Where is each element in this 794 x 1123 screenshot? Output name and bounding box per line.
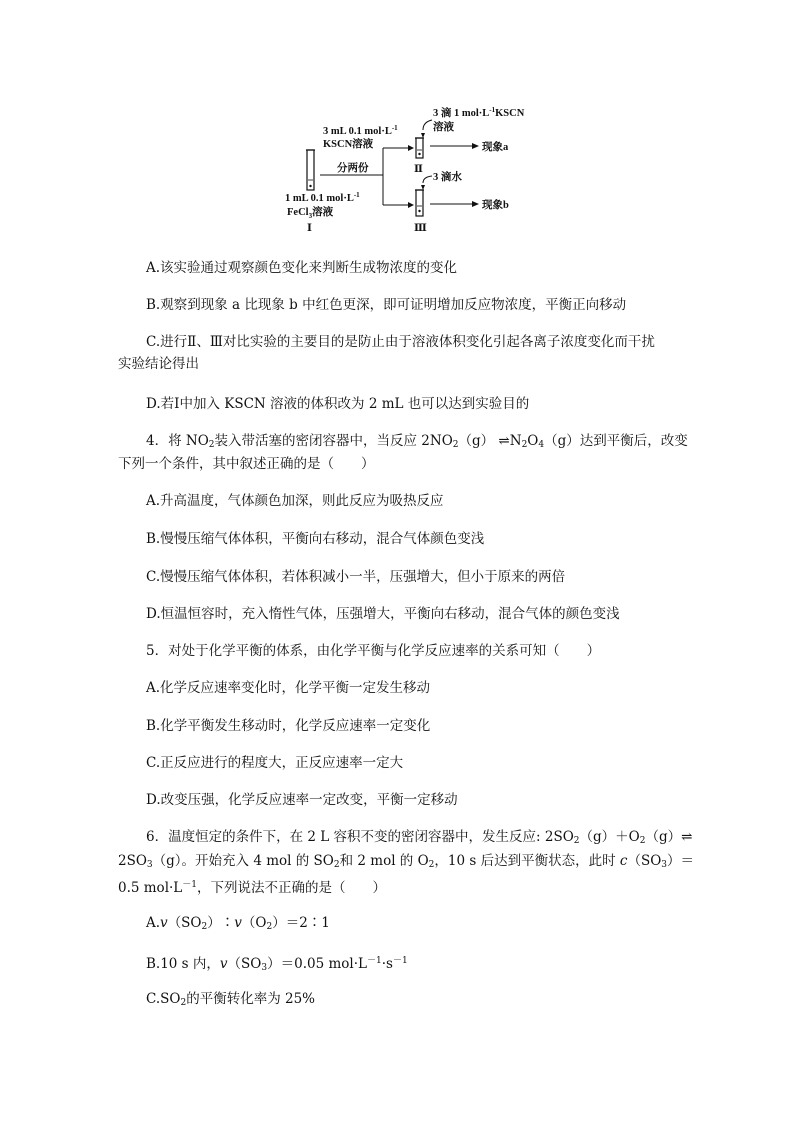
q3-option-c-cont: 实验结论得出	[118, 356, 199, 372]
dropper-arrow-2	[423, 120, 432, 130]
q6-option-c: $C.SO_2$的平衡转化率为 25%	[146, 991, 316, 1008]
q5-option-a: A.化学反应速率变化时，化学平衡一定发生移动	[146, 680, 431, 696]
q4-stem: 4．将 $NO_2$装入带活塞的密闭容器中，当反应 $2NO_2(g)$ $\rightleftharpoons N_2O_4(g)$达到平衡后，改变	[146, 433, 688, 450]
test-tube-3	[415, 190, 424, 216]
tube3-roman: Ⅲ	[414, 223, 427, 234]
split-label: 分两份	[337, 163, 369, 174]
q5-option-d: D.改变压强，化学反应速率一定改变，平衡一定移动	[146, 792, 458, 808]
q5-option-c: C.正反应进行的程度大，正反应速率一定大	[146, 755, 404, 771]
tube2-roman: Ⅱ	[414, 164, 423, 175]
test-tube-2	[415, 138, 424, 158]
q6-option-b: B.10 s 内，$v(SO_3)=0.05$ $mol\cdot L^{-1}\cdot s^{-1}$	[146, 956, 408, 973]
tube1-top-label-2: KSCN溶液	[323, 139, 374, 150]
q4-option-d: D.恒温恒容时，充入惰性气体，压强增大，平衡向右移动，混合气体的颜色变浅	[146, 606, 620, 622]
q3-option-c: C.进行Ⅱ、Ⅲ对比实验的主要目的是防止由于溶液体积变化引起各离子浓度变化而干扰	[146, 334, 655, 350]
phenomenon-a: 现象a	[482, 142, 509, 153]
q5-stem: 5．对处于化学平衡的体系，由化学平衡与化学反应速率的关系可知（ ）	[146, 643, 601, 659]
q6-stem: 6．温度恒定的条件下，在 2 L 容积不变的密闭容器中，发生反应: $2SO_2(g)+O_2(g)\rightleftharpoons$	[146, 829, 693, 846]
test-tube-1	[306, 150, 315, 190]
tube3-label: 3 滴水	[433, 172, 462, 183]
q3-option-d: D.若Ⅰ中加入 KSCN 溶液的体积改为 2 mL 也可以达到实验目的	[146, 396, 530, 412]
tube1-bottom-label: 1 mL 0.1 $mol\cdot L^{-1}$	[285, 191, 360, 204]
tube1-top-label: 3 mL 0.1 $mol\cdot L^{-1}$	[323, 124, 398, 137]
q3-option-b: B.观察到现象 a 比现象 b 中红色更深，即可证明增加反应物浓度，平衡正向移动	[146, 297, 627, 313]
q4-stem-cont: 下列一个条件，其中叙述正确的是（ ）	[118, 456, 375, 472]
q6-stem-line2: $2SO_3(g)$。开始充入 4 mol 的 $SO_2$和 2 mol 的 $O_2$，10 s 后达到平衡状态，此时 $c(SO_3)=$	[118, 853, 695, 870]
q3-option-a: A.该实验通过观察颜色变化来判断生成物浓度的变化	[146, 260, 458, 276]
arrow-to-tube3	[408, 202, 414, 208]
tube2-label-2: 溶液	[433, 122, 454, 133]
q5-option-b: B.化学平衡发生移动时，化学反应速率一定变化	[146, 718, 431, 734]
q4-option-a: A.升高温度，气体颜色加深，则此反应为吸热反应	[146, 493, 444, 509]
diagram-svg	[285, 100, 550, 240]
arrow-to-tube2	[408, 145, 414, 151]
tube1-bottom-label-2: FeCl$_3$溶液	[287, 207, 334, 220]
tube1-roman: Ⅰ	[307, 223, 312, 234]
experiment-diagram	[285, 100, 550, 240]
q6-stem-line3: 0.5 $mol\cdot L^{-1}$，下列说法不正确的是（ ）	[118, 880, 386, 896]
dropper-arrow-3	[423, 176, 432, 183]
q4-option-b: B.慢慢压缩气体体积，平衡向右移动，混合气体颜色变浅	[146, 531, 485, 547]
q4-option-c: C.慢慢压缩气体体积，若体积减小一半，压强增大，但小于原来的两倍	[146, 569, 566, 585]
tube2-label: 3 滴 1 $mol\cdot L^{-1}KSCN$	[433, 106, 525, 119]
q6-option-a: $A.v(SO_2)∶v(O_2)=2∶1$	[146, 915, 330, 932]
phenomenon-b: 现象b	[482, 200, 509, 211]
